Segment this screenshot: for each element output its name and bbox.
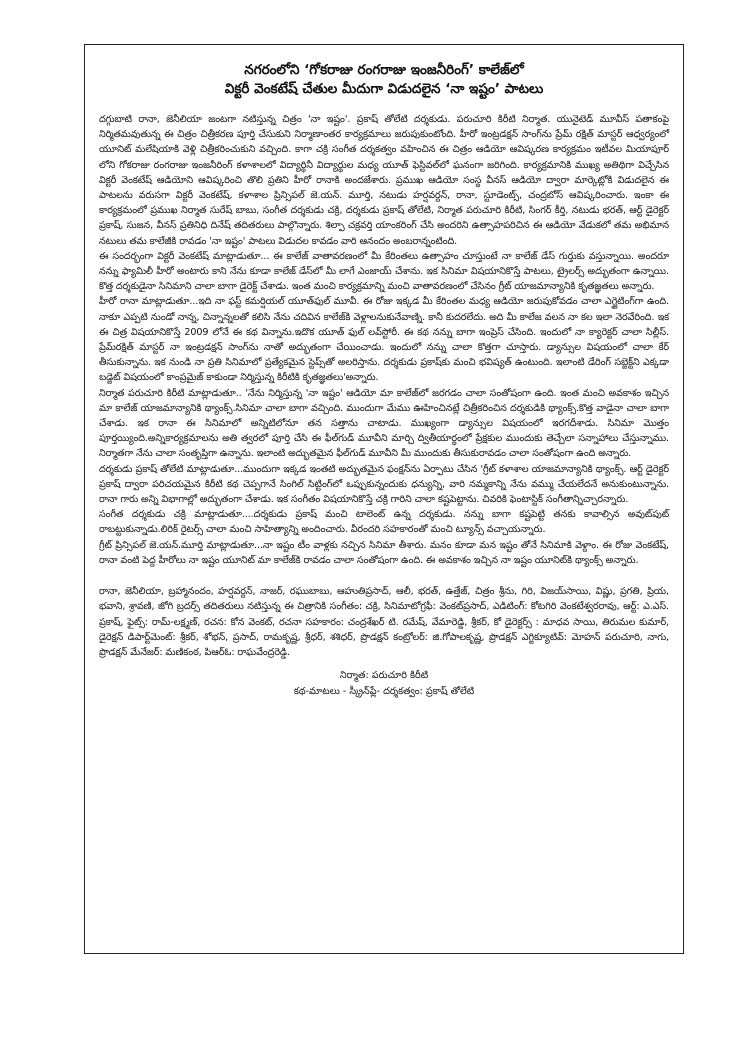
headline-line-2: విక్టరీ వెంకటేష్ చేతుల మీదుగా విడుదలైన ‘నా ఇష్టం’ పాటలు	[224, 81, 544, 97]
section-spacer	[99, 568, 669, 584]
press-release-frame	[84, 44, 684, 954]
paragraph-producer: నిర్మాత పరుచూరి కిరీటి మాట్లాడుతూ.. 'నేను నిర్మిస్తున్న 'నా ఇష్టం' ఆడియో మా కాలేజ్‌లో జరగడం చాలా సంతోషంగా ఉంది. ఇంత మంచి అవకాశం ఇచ్చిన మా కాలేజ్ యాజమాన్యానికి థ్యాంక్స్.సినిమా చాలా బాగా వచ్చింది. ముందుగా మేము ఊహించినట్లే చిత్రీకరించిన దర్శకుడికి థ్యాంక్స్.కొత్త వాడైనా చాలా బాగా చేశాడు. ఇక రానా ఈ సినిమాలో అన్నిటిలోనూ తన సత్తాను చాటాడు. ముఖ్యంగా డ్యాన్సుల విషయంలో ఇరగదీశాడు. సినిమా మొత్తం పూర్తయ్యింది.అన్నికార్యక్రమాలను అతి త్వరలో పూర్తి చేసి ఈ ఫీల్‌గుడ్ మూవీని మార్చి ద్వితీయార్థంలో ప్రేక్షకుల ముందుకు తెచ్చేలా సన్నాహాలు చేస్తున్నాము. నిర్మాతగా నేను చాలా సంతృప్తిగా ఉన్నాను. ఇలాంటి అద్భుతమైన ఫీల్‌గుడ్ మూవీని మీ ముందుకు తీసుకురావడం చాలా సంతోషంగా ఉంది అన్నారు.	[99, 387, 669, 460]
paragraph-chakri: సంగీత దర్శకుడు చక్రి మాట్లాడుతూ....దర్శకుడు ప్రకాష్ మంచి టాలెంట్ ఉన్న దర్శకుడు. నన్ను బాగా కష్టపెట్టి తనకు కావాల్సిన అవుట్‌పుట్ రాబట్టుకున్నాడు.లిరిక్ రైటర్స్ చాలా మంచి సాహిత్యాన్ని అందించారు. వీరందరి సహకారంతో మంచి ట్యూన్స్ వచ్చాయన్నారు.	[99, 509, 669, 536]
director-credit: కథ-మాటలు - స్క్రీన్‌ప్లే- దర్శకత్వం: ప్రకాష్ తోలేటి	[293, 686, 475, 698]
producer-credit: నిర్మాత: పరుచూరి కిరీటి	[339, 670, 429, 682]
paragraph-intro: దగ్గుబాటి రానా, జెనీలియా జంటగా నటిస్తున్న చిత్రం 'నా ఇష్టం'. ప్రకాష్ తోలేటి దర్శకుడు. పరుచూరి కిరీటి నిర్మాత. యునైటెడ్ మూవీస్ పతాకంపై నిర్మితమవుతున్న ఈ చిత్రం చిత్రీకరణ పూర్తి చేసుకుని నిర్మాణాంతర కార్యక్రమాలు జరుపుకుంటోంది. హీరో ఇంట్రడక్షన్ సాంగ్‌ను ప్రేమ్ రక్షిత్ మాస్టర్ ఆధ్వర్యంలో యూనిట్ మలేషియాకి వెళ్లి చిత్రీకరించుకుని వచ్చింది. కాగా చక్రి సంగీత దర్శకత్వం వహించిన ఈ చిత్రం ఆడియో ఆవిష్కరణ కార్యక్రమం ఇటీవల మియాపూర్ లోని గోకరాజు రంగరాజు ఇంజనీరింగ్ కళాశాలలో విద్యార్థినీ విద్యార్థుల మధ్య యూత్ ఫెస్టివల్‌లో ఘనంగా జరిగింది. కార్యక్రమానికి ముఖ్య అతిథిగా విచ్చేసిన విక్టరీ వెంకటేష్ ఆడియోని ఆవిష్కరించి తొలి ప్రతిని హీరో రానాకి అందజేశారు. ప్రముఖ ఆడియో సంస్థ వీనస్ ఆడియో ద్వారా మార్కెట్లోకి విడుదలైన ఈ పాటలను వరుసగా విక్టరీ వెంకటేష్, కళాశాల ప్రిన్సిపల్ జె.యన్. మూర్తి, నటుడు హర్షవర్దన్, రానా, స్టూడెంట్స్, చంద్రబోస్ ఆవిష్కరించారు. ఇంకా ఈ కార్యక్రమంలో ప్రముఖ నిర్మాత సురేష్ బాబు, సంగీత దర్శకుడు చక్రి, దర్శకుడు ప్రకాష్ తోలేటి, నిర్మాత పరుచూరి కిరీటి, సింగర్ కీర్తి, నటుడు భరత్, ఆర్ట్ డైరెక్టర్ ప్రకాష్, సుజన, వీనస్ ప్రతినిధి దినేష్ తదితరులు పాల్గొన్నారు. శిల్పా చక్రవర్తి యాంకరింగ్ చేసి అందరిని ఉత్సాహపరిచిన ఈ ఆడియో వేడుకలో తమ అభిమాన నటులు తమ కాలేజీకి రావడం 'నా ఇష్టం' పాటలు విడుదల కావడం వారి ఆనందం అంబరాన్నంటింది.	[99, 114, 669, 247]
paragraph-venkatesh: ఈ సందర్భంగా విక్టరీ వెంకటేష్ మాట్లాడుతూ... ఈ కాలేజ్ వాతావరణంలో మీ కేరింతలు ఉత్సాహం చూస్తుంటే నా కాలేజ్ డేస్ గుర్తుకు వస్తున్నాయి. అందరూ నన్ను ఫ్యామిలీ హీరో అంటారు కాని నేను కూడా కాలేజ్ డేస్‌లో మీ లాగే ఎంజాయ్ చేశాను. ఇక సినిమా విషయానికొస్తే పాటలు, ట్రైలర్స్ అద్భుతంగా ఉన్నాయి. కొత్త దర్శకుడైనా సినిమాని చాలా బాగా డైరెక్ట్ చేశాడు. ఇంత మంచి కార్యక్రమాన్ని మంచి వాతావరణంలో చేసినం గ్రీట్ యాజమాన్యానికి కృతజ్ఞతలు అన్నారు.	[99, 250, 669, 293]
headline-line-1: నగరంలోని ‘గోకరాజు రంగరాజు ఇంజనీరింగ్’ కాలేజ్‌లో	[244, 62, 524, 78]
credits-spacer	[99, 660, 669, 668]
paragraph-director: దర్శకుడు ప్రకాష్ తోలేటి మాట్లాడుతూ...ముందుగా ఇక్కడ ఇంతటి అద్భుతమైన ఫంక్షన్‌ను ఏర్పాటు చేసిన 'గ్రీట్ కళాశాల యాజమాన్యానికి థ్యాంక్స్. ఆర్ట్ డైరెక్టర్ ప్రకాష్ ద్వారా పరిచయమైన కిరీటి కథ చెప్పగానే సింగిల్ సిట్టింగ్‌లో ఒప్పుకున్నందుకు ధన్యున్ని, వారి నమ్మకాన్ని నేను వమ్ము చేయలేదనే అనుకుంటున్నాను. రానా గారు అన్ని విభాగాల్లో అద్భుతంగా చేశాడు. ఇక సంగీతం విషయానికొస్తే చక్రి గారిని చాలా కష్టపెట్టాను. చివరికి ఫెంటాస్టిక్ సంగీతాన్నిచ్చారన్నారు.	[99, 463, 669, 506]
cast-crew-credits: రానా, జెనీలియా, బ్రహ్మానందం, హర్షవర్దన్, నాజర్, రఘుబాబు, ఆహుతిప్రసాద్, ఆలీ, భరత్, ఉత్తేజ్, చిత్రం శ్రీను, గిరి, విజయ్‌సాయి, విష్ణు, ప్రగతి, ప్రియ, భవాని, శ్రావణి, జోగి బ్రదర్స్ తదితరులు నటిస్తున్న ఈ చిత్రానికి సంగీతం: చక్రి, సినిమాటోగ్రఫీ: వెంకట్‌ప్రసాద్, ఎడిటింగ్: కోటగిరి వెంకటేశ్వరరావు, ఆర్ట్: ఎ.ఎస్. ప్రకాష్, ఫైట్స్: రామ్-లక్ష్మణ్, రచన: కోన వెంకట్, రచనా సహకారం: చంద్రశేఖర్ టి. రమేష్, వేమారెడ్డి, శ్రీకర్, కో డైరెక్టర్స్ : మాధవ సాయి, తిరుమల కుమార్, డైరెక్షన్ డిపార్ట్‌మెంట్: శ్రీకర్, శోభన్, ప్రసాద్, రామకృష్ణ, శ్రీధర్, శశిధర్, ప్రొడక్షన్ కంట్రోలర్: జి.గోపాలకృష్ణ, ప్రొడక్షన్ ఎగ్జిక్యూటివ్: మోహన్ పరుచూరి, నాగు, ప్రొడక్షన్ మేనేజర్: మణికంఠ, పిఆర్ఓ: రాఘవేంద్రరెడ్డి.	[99, 586, 669, 658]
paragraph-principal: గ్రీట్ ప్రిన్సిపల్ జె.యన్.మూర్తి మాట్లాడుతూ...నా ఇష్టం టీం వాళ్లకు నచ్చిన సినిమా తీశారు. మనం కూడా మన ఇష్టం తోనే సినిమాకి వెళ్దాం. ఈ రోజు వెంకటేష్, రానా వంటి పెద్ద హీరోలు నా ఇష్టం యూనిట్ మా కాలేజ్‌కి రావడం చాలా సంతోషంగా ఉంది. ఈ అవకాశం ఇచ్చిన నా ఇష్టం యూనిట్‌కి థ్యాంక్స్ అన్నారు.	[99, 539, 669, 566]
paragraph-rana: హీరో రానా మాట్లాడుతూ...ఇది నా ఫస్ట్ కమర్షియల్ యూత్‌ఫుల్ మూవీ. ఈ రోజు ఇక్కడ మీ కేరింతల మధ్య ఆడియో జరుపుకోవడం చాలా ఎగ్జైటింగ్‌గా ఉంది. నాకూ ఎప్పటి నుండో నాన్న, చిన్నాన్నలతో కలిసి నేను చదివిన కాలేజ్‌కి వెళ్లాలనుకునేవాణ్ని. కానీ కుదరలేదు. అది మీ కాలేజ వలన నా కల ఇలా నెరవేరింది. ఇక ఈ చిత్ర విషయానికొస్తే 2009 లోనే ఈ కథ విన్నాను.ఇదొక యూత్ ఫుల్ లవ్‌స్టోరీ. ఈ కథ నన్ను బాగా ఇంప్రెస్ చేసింది. ఇందులో నా క్యారెక్టర్ చాలా సిల్లీస్. ప్రేమ్‌రక్షిత్ మాస్టర్ నా ఇంట్రడక్షన్ సాంగ్‌ను నాతో అద్భుతంగా చేయించాడు. ఇందులో నన్ను చాలా కొత్తగా చూస్తారు. డ్యాన్సుల విషయంలో చాలా కేర్ తీసుకున్నాను. ఇక నుండి నా ప్రతి సినిమాలో ప్రత్యేకమైన స్టెప్స్‌తో అలరిస్తాను. దర్శకుడు ప్రకాష్‌కు మంచి భవిష్యత్ ఉంటుంది. ఇలాంటి డేరింగ్ సబ్జెక్ట్‌ని ఎక్కడా బడ్జెట్ విషయంలో కాంప్రమైజ్ కాకుండా నిర్మిస్తున్న కిరీటికి కృతజ్ఞతలు'అన్నారు.	[99, 296, 669, 384]
